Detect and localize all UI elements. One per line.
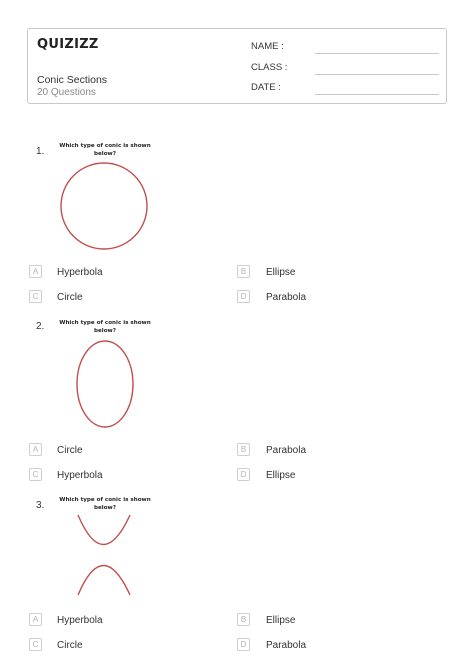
option-letter: D: [237, 638, 250, 651]
option-text: Circle: [57, 445, 83, 456]
prompt-line: below?: [94, 504, 116, 511]
option-text: Circle: [57, 292, 83, 303]
question-number: 1.: [36, 146, 45, 157]
circle-figure: [58, 160, 152, 252]
prompt-line: below?: [94, 327, 116, 334]
option-letter: D: [237, 468, 250, 481]
option-letter: B: [237, 443, 250, 456]
option-letter: C: [29, 290, 42, 303]
name-label: NAME :: [251, 41, 284, 52]
option-text: Parabola: [266, 445, 307, 456]
option-text: Hyperbola: [57, 615, 103, 626]
name-line: [315, 53, 439, 54]
option-text: Parabola: [266, 640, 307, 651]
option-letter: C: [29, 468, 42, 481]
option-text: Ellipse: [266, 267, 296, 278]
prompt-line: below?: [94, 150, 116, 157]
question-number: 2.: [36, 321, 45, 332]
worksheet-title: Conic Sections: [37, 74, 108, 86]
option-text: Hyperbola: [57, 470, 103, 481]
option-letter: D: [237, 290, 250, 303]
option-letter: B: [237, 265, 250, 278]
prompt-line: Which type of conic is shown: [59, 143, 151, 149]
option-letter: B: [237, 613, 250, 626]
question-prompt: [50, 497, 160, 512]
date-line: [315, 94, 439, 95]
date-label: DATE :: [251, 82, 281, 93]
option-letter: A: [29, 265, 42, 278]
question-prompt: [50, 320, 160, 335]
option-letter: C: [29, 638, 42, 651]
prompt-line: Which type of conic is shown: [59, 497, 151, 503]
option-letter: A: [29, 613, 42, 626]
worksheet-header: [27, 28, 447, 104]
class-label: CLASS :: [251, 62, 288, 73]
prompt-line: Which type of conic is shown: [59, 320, 151, 326]
option-text: Hyperbola: [57, 267, 103, 278]
option-text: Circle: [57, 640, 83, 651]
option-text: Ellipse: [266, 470, 296, 481]
hyperbola-figure: [72, 512, 136, 598]
option-text: Ellipse: [266, 615, 296, 626]
question-count: 20 Questions: [37, 87, 96, 98]
option-letter: A: [29, 443, 42, 456]
question-number: 3.: [36, 500, 45, 511]
quizizz-logo: QUIZIZZ: [37, 37, 99, 52]
ellipse-figure: [74, 338, 138, 430]
question-prompt: [50, 143, 160, 158]
class-line: [315, 74, 439, 75]
option-text: Parabola: [266, 292, 307, 303]
